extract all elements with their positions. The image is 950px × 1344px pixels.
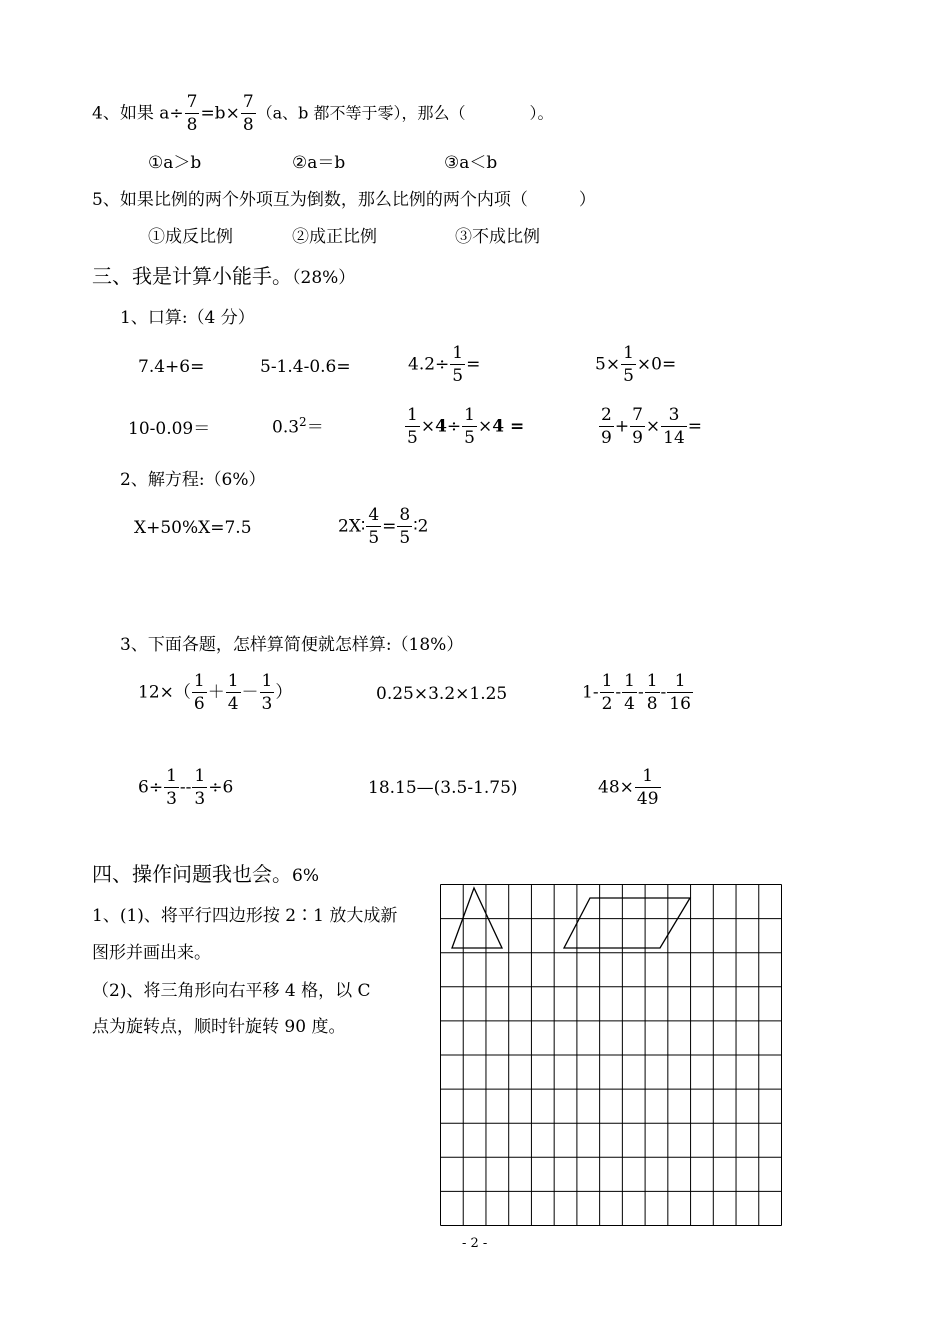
equation-2: 2X∶ $\frac{4}{5}$ = $\frac{8}{5}$ ∶2 [338, 505, 429, 548]
mental-math-5: 10-0.09＝ [128, 419, 211, 439]
fraction: $\frac{8}{5}$ [399, 505, 411, 548]
grid-svg [440, 884, 782, 1226]
section-4-line-4: 点为旋转点，顺时针旋转 90 度。 [92, 1017, 346, 1037]
fraction: $\frac{2}{9}$ [601, 405, 612, 448]
fraction: $\frac{1}{8}$ [646, 671, 658, 714]
simplify-1: 12×（ $\frac{1}{6}$ ＋ $\frac{1}{4}$ － $\frac{1}{3}$ ） [138, 671, 293, 714]
q4-suffix: （a、b 都不等于零），那么（ ）。 [256, 103, 554, 123]
mental-math-3: 4.2÷ $\frac{1}{5}$ = [408, 343, 481, 386]
section-4-line-3: （2)、将三角形向右平移 4 格，以 C [92, 981, 371, 1001]
part-1-title: 1、口算:（4 分） [120, 308, 255, 328]
fraction: $\frac{1}{3}$ [261, 671, 273, 714]
mental-math-2: 5-1.4-0.6= [260, 357, 351, 377]
mental-math-4: 5× $\frac{1}{5}$ ×0= [595, 343, 677, 386]
simplify-3: 1- $\frac{1}{2}$ - $\frac{1}{4}$ - $\frac{1}{8}$ - $\frac{1}{16}$ [582, 671, 691, 714]
fraction: $\frac{1}{5}$ [464, 405, 475, 448]
fraction: $\frac{1}{3}$ [194, 766, 206, 809]
mental-math-1: 7.4+6= [138, 357, 205, 377]
simplify-2: 0.25×3.2×1.25 [376, 684, 508, 704]
fraction: $\frac{4}{5}$ [368, 505, 380, 548]
q4-prefix: 4、如果 a÷ [92, 103, 184, 124]
simplify-6: 48× $\frac{1}{49}$ [598, 766, 659, 809]
part-3-title: 3、下面各题，怎样算简便就怎样算:（18%） [120, 635, 464, 655]
fraction: $\frac{1}{16}$ [669, 671, 691, 714]
fraction: $\frac{7}{8}$ [186, 92, 198, 135]
fraction: $\frac{7}{8}$ [242, 92, 254, 135]
mental-math-8: $\frac{2}{9}$ + $\frac{7}{9}$ × $\frac{3}{14}$ = [601, 405, 703, 448]
fraction: $\frac{1}{6}$ [193, 671, 205, 714]
fraction: $\frac{1}{49}$ [636, 766, 659, 809]
section-4-heading: 四、操作问题我也会。6% [92, 862, 319, 886]
fraction: $\frac{1}{4}$ [227, 671, 239, 714]
fraction: $\frac{7}{9}$ [632, 405, 643, 448]
fraction: $\frac{1}{3}$ [166, 766, 177, 809]
section-3-heading: 三、我是计算小能手。（28%） [92, 264, 356, 288]
fraction: $\frac{3}{14}$ [663, 405, 685, 448]
mental-math-6: $0.3^2=$ [272, 415, 324, 438]
drawing-grid[interactable] [440, 884, 782, 1226]
page-number: - 2 - [462, 1236, 488, 1251]
q4-option-1: ①a＞b [148, 153, 202, 173]
part-2-title: 2、解方程:（6%） [120, 470, 266, 490]
q5-option-3: ③不成比例 [455, 227, 540, 247]
fraction: $\frac{1}{5}$ [452, 343, 464, 386]
simplify-5: 18.15—(3.5-1.75) [368, 778, 518, 798]
q5-option-1: ①成反比例 [148, 227, 233, 247]
triangle-shape [452, 888, 502, 948]
fraction: $\frac{1}{2}$ [601, 671, 613, 714]
q4-option-2: ②a＝b [292, 153, 346, 173]
simplify-4: 6÷ $\frac{1}{3}$ -- $\frac{1}{3}$ ÷6 [138, 766, 234, 809]
equation-1: X+50%X=7.5 [134, 518, 252, 538]
mental-math-7: $\frac{1}{5}$ ×4÷ $\frac{1}{5}$ ×4 = [407, 405, 525, 448]
fraction: $\frac{1}{5}$ [407, 405, 418, 448]
question-5: 5、如果比例的两个外项互为倒数，那么比例的两个内项（ ） [92, 190, 596, 210]
fraction: $\frac{1}{5}$ [623, 343, 634, 386]
section-4-line-1: 1、(1)、将平行四边形按 2∶1 放大成新 [92, 906, 398, 926]
question-4 [92, 94, 554, 134]
section-4-line-2: 图形并画出来。 [92, 943, 211, 963]
fraction: $\frac{1}{4}$ [624, 671, 635, 714]
q5-option-2: ②成正比例 [292, 227, 377, 247]
q4-option-3: ③a＜b [444, 153, 498, 173]
q4-mid: =b× [200, 103, 240, 124]
parallelogram-shape [564, 898, 690, 948]
